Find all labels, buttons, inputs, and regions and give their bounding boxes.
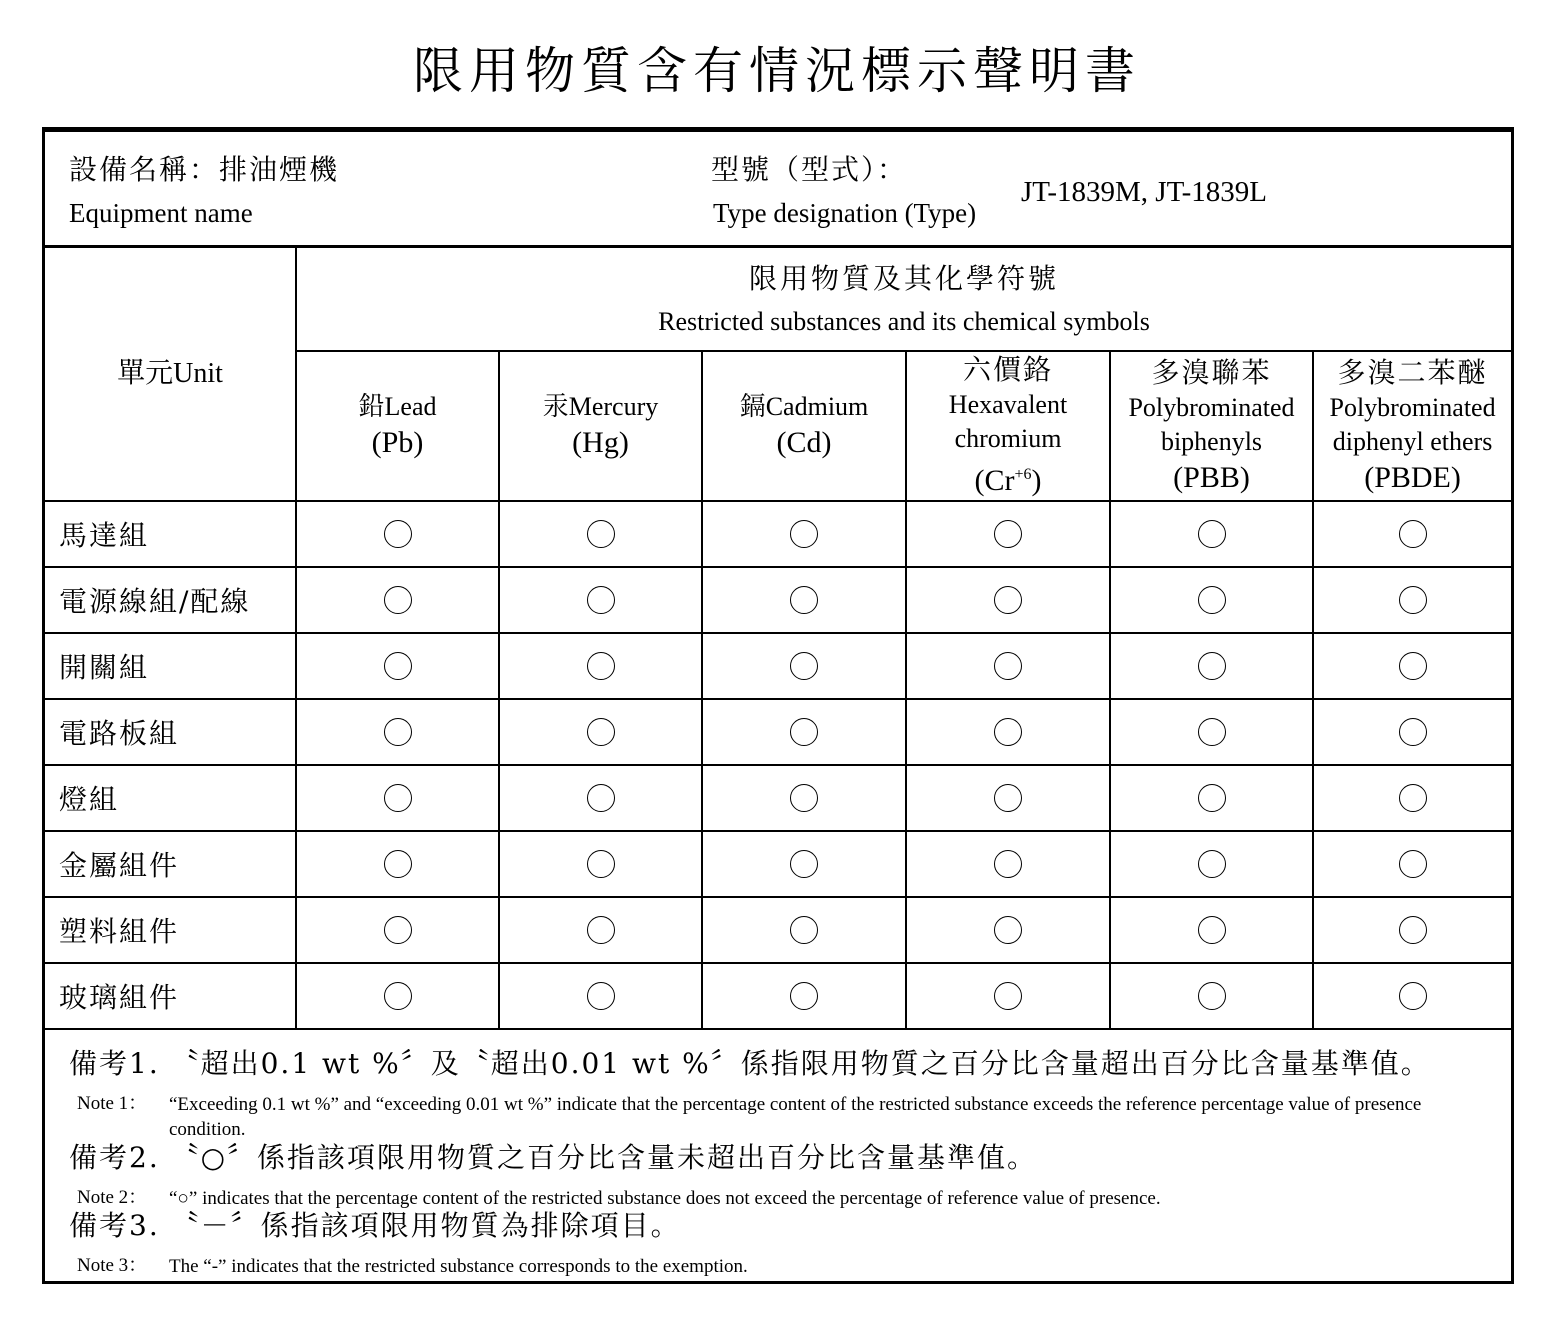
equipment-header <box>45 132 1511 248</box>
not-exceeding-mark <box>1399 520 1427 548</box>
table-row <box>45 501 1511 567</box>
not-exceeding-mark <box>384 520 412 548</box>
substance-symbol: (PBB) <box>1173 461 1250 494</box>
note-3-en: The “-” indicates that the restricted substance corresponds to the exemption. <box>169 1256 748 1277</box>
note-3-cn: 備考3. 〝－〞係指該項限用物質為排除項目。 <box>69 1209 681 1242</box>
not-exceeding-mark <box>587 586 615 614</box>
substance-name: 鉛Lead <box>358 392 437 421</box>
table-row <box>45 567 1511 633</box>
substance-status-cell <box>296 567 499 633</box>
not-exceeding-mark <box>790 784 818 812</box>
not-exceeding-mark <box>994 850 1022 878</box>
substance-status-cell <box>1313 831 1511 897</box>
substance-header-hexavalent-chromium <box>906 351 1110 501</box>
not-exceeding-mark <box>587 850 615 878</box>
substance-name-cn: 六價鉻 <box>962 353 1053 386</box>
not-exceeding-mark <box>1399 916 1427 944</box>
table-row <box>45 633 1511 699</box>
not-exceeding-mark <box>587 718 615 746</box>
substance-status-cell <box>296 831 499 897</box>
not-exceeding-mark <box>994 718 1022 746</box>
note-1-cn: 備考1. 〝超出0.1 wt %〞及〝超出0.01 wt %〞係指限用物質之百分比含量超出百分比含量基準值。 <box>69 1047 1431 1080</box>
not-exceeding-mark <box>384 652 412 680</box>
note-2-cn: 備考2. 〝○〞係指該項限用物質之百分比含量未超出百分比含量基準值。 <box>69 1141 1038 1174</box>
not-exceeding-mark <box>1198 784 1226 812</box>
unit-name-cell: 馬達組 <box>45 501 296 567</box>
not-exceeding-mark <box>994 520 1022 548</box>
substance-header-pbb <box>1110 351 1313 501</box>
substance-status-cell <box>296 765 499 831</box>
not-exceeding-mark <box>790 916 818 944</box>
substance-status-cell <box>296 897 499 963</box>
substance-name: 汞Mercury <box>542 392 659 421</box>
substance-name-en-2: diphenyl ethers <box>1332 427 1493 456</box>
not-exceeding-mark <box>587 982 615 1010</box>
substance-status-cell <box>499 699 702 765</box>
unit-name-cell: 金屬組件 <box>45 831 296 897</box>
not-exceeding-mark <box>587 520 615 548</box>
unit-name-cell: 玻璃組件 <box>45 963 296 1029</box>
not-exceeding-mark <box>384 784 412 812</box>
table-row <box>45 963 1511 1029</box>
not-exceeding-mark <box>1399 784 1427 812</box>
substance-status-cell <box>1313 699 1511 765</box>
not-exceeding-mark <box>587 784 615 812</box>
substance-status-cell <box>1110 699 1313 765</box>
not-exceeding-mark <box>1198 850 1226 878</box>
restricted-substances-header <box>296 248 1511 351</box>
table-row <box>45 831 1511 897</box>
unit-name-cell: 開關組 <box>45 633 296 699</box>
not-exceeding-mark <box>1198 652 1226 680</box>
substance-status-cell <box>906 501 1110 567</box>
substance-header-cadmium <box>702 351 906 501</box>
unit-name-cell: 塑料組件 <box>45 897 296 963</box>
not-exceeding-mark <box>994 916 1022 944</box>
not-exceeding-mark <box>994 652 1022 680</box>
symbol-end: ) <box>1031 464 1042 497</box>
not-exceeding-mark <box>994 982 1022 1010</box>
unit-name-cell: 燈組 <box>45 765 296 831</box>
not-exceeding-mark <box>1399 652 1427 680</box>
not-exceeding-mark <box>1198 520 1226 548</box>
not-exceeding-mark <box>790 520 818 548</box>
substance-status-cell <box>702 633 906 699</box>
table-body <box>45 501 1511 1029</box>
substance-status-cell <box>1110 897 1313 963</box>
note-2-en: “○” indicates that the percentage content of the restricted substance does not exceed the percentage of reference value of presence. <box>169 1188 1161 1209</box>
substance-status-cell <box>499 501 702 567</box>
substance-symbol: (Cd) <box>776 426 832 459</box>
not-exceeding-mark <box>384 982 412 1010</box>
substance-symbol: (Hg) <box>572 426 629 459</box>
substance-status-cell <box>499 831 702 897</box>
substance-status-cell <box>499 765 702 831</box>
note-3-label: Note 3： <box>77 1255 148 1276</box>
declaration-frame <box>42 127 1514 1284</box>
substance-name-en-1: Hexavalent <box>948 390 1068 419</box>
not-exceeding-mark <box>790 718 818 746</box>
note-1-en: “Exceeding 0.1 wt %” and “exceeding 0.01 wt %” indicate that the percentage content of the restricted substance exceeds the reference percentage value of presence condition. <box>169 1094 1422 1140</box>
substance-status-cell <box>906 633 1110 699</box>
substance-status-cell <box>906 963 1110 1029</box>
substance-name-en-2: chromium <box>954 424 1062 453</box>
substance-status-cell <box>702 501 906 567</box>
not-exceeding-mark <box>1198 982 1226 1010</box>
not-exceeding-mark <box>790 982 818 1010</box>
substance-status-cell <box>499 963 702 1029</box>
restricted-header-cn: 限用物質及其化學符號 <box>749 262 1060 295</box>
unit-name-cell: 電路板組 <box>45 699 296 765</box>
substance-status-cell <box>702 831 906 897</box>
substance-name: 鎘Cadmium <box>739 392 869 421</box>
substance-header-pbde <box>1313 351 1511 501</box>
restricted-substances-table <box>45 248 1511 1030</box>
table-row <box>45 765 1511 831</box>
substance-name-en-1: Polybrominated <box>1128 393 1295 422</box>
substance-status-cell <box>1110 831 1313 897</box>
substance-status-cell <box>1110 633 1313 699</box>
restricted-header-en: Restricted substances and its chemical symbols <box>658 307 1150 336</box>
not-exceeding-mark <box>790 652 818 680</box>
substance-status-cell <box>906 897 1110 963</box>
not-exceeding-mark <box>1399 718 1427 746</box>
substance-name-cn: 多溴二苯醚 <box>1337 356 1488 389</box>
substance-status-cell <box>1313 897 1511 963</box>
not-exceeding-mark <box>1198 586 1226 614</box>
not-exceeding-mark <box>1198 916 1226 944</box>
not-exceeding-mark <box>1399 850 1427 878</box>
unit-header: 單元Unit <box>117 358 223 389</box>
substance-status-cell <box>1313 765 1511 831</box>
substance-status-cell <box>906 567 1110 633</box>
substance-status-cell <box>906 699 1110 765</box>
not-exceeding-mark <box>994 586 1022 614</box>
unit-header-cell <box>45 248 296 501</box>
equipment-name-label-en: Equipment name <box>69 198 253 228</box>
substance-status-cell <box>1110 765 1313 831</box>
substance-name-en-2: biphenyls <box>1160 427 1263 456</box>
symbol-base: (Cr <box>974 464 1015 497</box>
substance-status-cell <box>499 567 702 633</box>
substance-status-cell <box>702 699 906 765</box>
type-designation-label-cn: 型號（型式）： <box>711 153 908 186</box>
not-exceeding-mark <box>384 850 412 878</box>
unit-name-cell: 電源線組/配線 <box>45 567 296 633</box>
not-exceeding-mark <box>587 916 615 944</box>
substance-symbol: (Pb) <box>371 426 424 459</box>
table-row <box>45 699 1511 765</box>
substance-status-cell <box>1313 567 1511 633</box>
model-number: JT-1839M, JT-1839L <box>1021 176 1267 208</box>
substance-status-cell <box>499 897 702 963</box>
substance-status-cell <box>702 963 906 1029</box>
not-exceeding-mark <box>994 784 1022 812</box>
substance-status-cell <box>1110 501 1313 567</box>
substance-status-cell <box>1110 567 1313 633</box>
not-exceeding-mark <box>384 718 412 746</box>
symbol-superscript: +6 <box>1014 466 1032 483</box>
substance-status-cell <box>296 963 499 1029</box>
substance-status-cell <box>296 633 499 699</box>
not-exceeding-mark <box>790 586 818 614</box>
substance-status-cell <box>906 765 1110 831</box>
substance-status-cell <box>296 501 499 567</box>
not-exceeding-mark <box>384 916 412 944</box>
substance-status-cell <box>1110 963 1313 1029</box>
not-exceeding-mark <box>384 586 412 614</box>
substance-name-cn: 多溴聯苯 <box>1151 356 1272 389</box>
not-exceeding-mark <box>790 850 818 878</box>
substance-status-cell <box>702 765 906 831</box>
substance-symbol: (PBDE) <box>1364 461 1461 494</box>
substance-status-cell <box>296 699 499 765</box>
substance-symbol <box>907 456 1109 500</box>
not-exceeding-mark <box>1198 718 1226 746</box>
not-exceeding-mark <box>1399 982 1427 1010</box>
substance-header-mercury <box>499 351 702 501</box>
type-designation-label-en: Type designation (Type) <box>713 198 977 228</box>
substance-status-cell <box>499 633 702 699</box>
not-exceeding-mark <box>1399 586 1427 614</box>
not-exceeding-mark <box>587 652 615 680</box>
substance-status-cell <box>906 831 1110 897</box>
substance-status-cell <box>1313 963 1511 1029</box>
document-title: 限用物質含有情況標示聲明書 <box>413 42 1141 100</box>
note-2-label: Note 2： <box>77 1187 148 1208</box>
table-row <box>45 897 1511 963</box>
note-1-label: Note 1： <box>77 1093 148 1114</box>
substance-header-lead <box>296 351 499 501</box>
substance-status-cell <box>1313 501 1511 567</box>
substance-name-en-1: Polybrominated <box>1329 393 1496 422</box>
equipment-name-label-cn: 設備名稱：排油煙機 <box>69 153 340 186</box>
substance-status-cell <box>1313 633 1511 699</box>
substance-status-cell <box>702 897 906 963</box>
substance-status-cell <box>702 567 906 633</box>
